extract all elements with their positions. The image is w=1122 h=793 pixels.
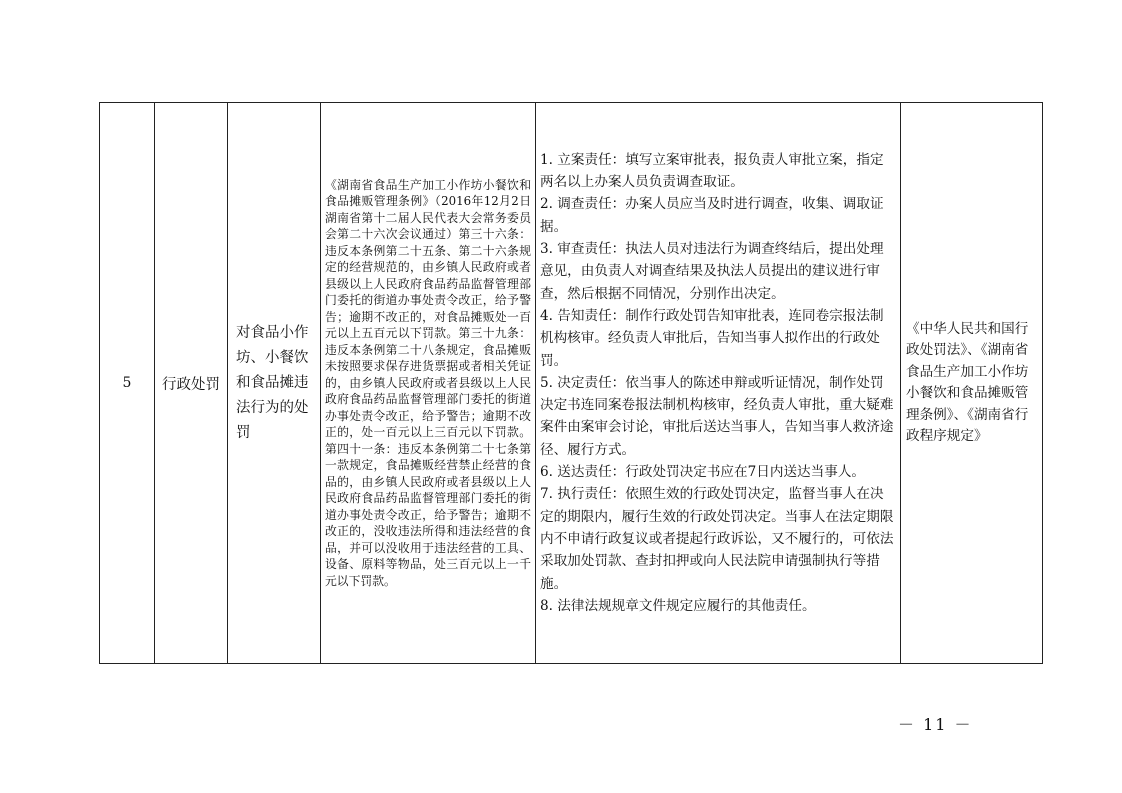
responsibility-item: 1. 立案责任：填写立案审批表，报负责人审批立案，指定两名以上办案人员负责调查取证。 [540, 151, 884, 191]
responsibility-item: 4. 告知责任：制作行政处罚告知审批表，连同卷宗报法制机构核审。经负责人审批后，告知当事人拟作出的行政处罚。 [540, 307, 884, 369]
legal-basis-cell: 《湖南省食品生产加工小作坊小餐饮和食品摊贩管理条例》（2016年12月2日湖南省第十二届人民代表大会常务委员会第二十六次会议通过）第三十六条：违反本条例第二十五条、第二十六条规定的经营规范的，由乡镇人民政府或者县级以上人民政府食品药品监督管理部门委托的街道办事处责令改正，给予警告；逾期不改正的，对食品摊贩处一百元以上五百元以下罚款。第三十九条：违反本条例第二十八条规定，食品摊贩未按照要求保存进货票据或者相关凭证的，由乡镇人民政府或者县级以上人民政府食品药品监督管理部门委托的街道办事处责令改正，给予警告；逾期不改正的，处一百元以上三百元以下罚款。第四十一条：违反本条例第二十七条第一款规定，食品摊贩经营禁止经营的食品的，由乡镇人民政府或者县级以上人民政府食品药品监督管理部门委托的街道办事处责令改正，给予警告；逾期不改正的，没收违法所得和违法经营的食品，并可以没收用于违法经营的工具、设备、原料等物品，处三百元以上一千元以下罚款。 [321, 103, 536, 664]
power-item-cell: 对食品小作坊、小餐饮和食品摊违法行为的处罚 [228, 103, 321, 664]
page-number: － 11 － [898, 715, 973, 734]
responsibility-item: 6. 送达责任：行政处罚决定书应在7日内送达当事人。 [540, 464, 866, 481]
power-type-cell: 行政处罚 [155, 103, 228, 664]
responsibility-item: 5. 决定责任：依当事人的陈述申辩或听证情况，制作处罚决定书连同案卷报法制机构核审，经负责人审批，重大疑难案件由案审会讨论，审批后送达当事人，告知当事人救济途径、履行方式。 [540, 374, 894, 458]
row-number-cell: 5 [100, 103, 155, 664]
table-row [100, 103, 1043, 664]
responsibility-cell [536, 103, 901, 664]
responsibility-item: 8. 法律法规规章文件规定应履行的其他责任。 [540, 597, 816, 614]
responsibility-item: 7. 执行责任：依照生效的行政处罚决定，监督当事人在决定的期限内，履行生效的行政处罚决定。当事人在法定期限内不申请行政复议或者提起行政诉讼，又不履行的，可依法采取加处罚款、查封扣押或向人民法院申请强制执行等措施。 [540, 486, 894, 592]
law-reference-cell: 《中华人民共和国行政处罚法》、《湖南省食品生产加工小作坊小餐饮和食品摊贩管理条例》、《湖南省行政程序规定》 [901, 103, 1043, 664]
responsibility-item: 3. 审查责任：执法人员对违法行为调查终结后，提出处理意见，由负责人对调查结果及执法人员提出的建议进行审查，然后根据不同情况，分别作出决定。 [540, 241, 884, 302]
responsibility-table [99, 102, 1043, 664]
responsibility-item: 2. 调查责任：办案人员应当及时进行调查，收集、调取证据。 [540, 196, 884, 235]
